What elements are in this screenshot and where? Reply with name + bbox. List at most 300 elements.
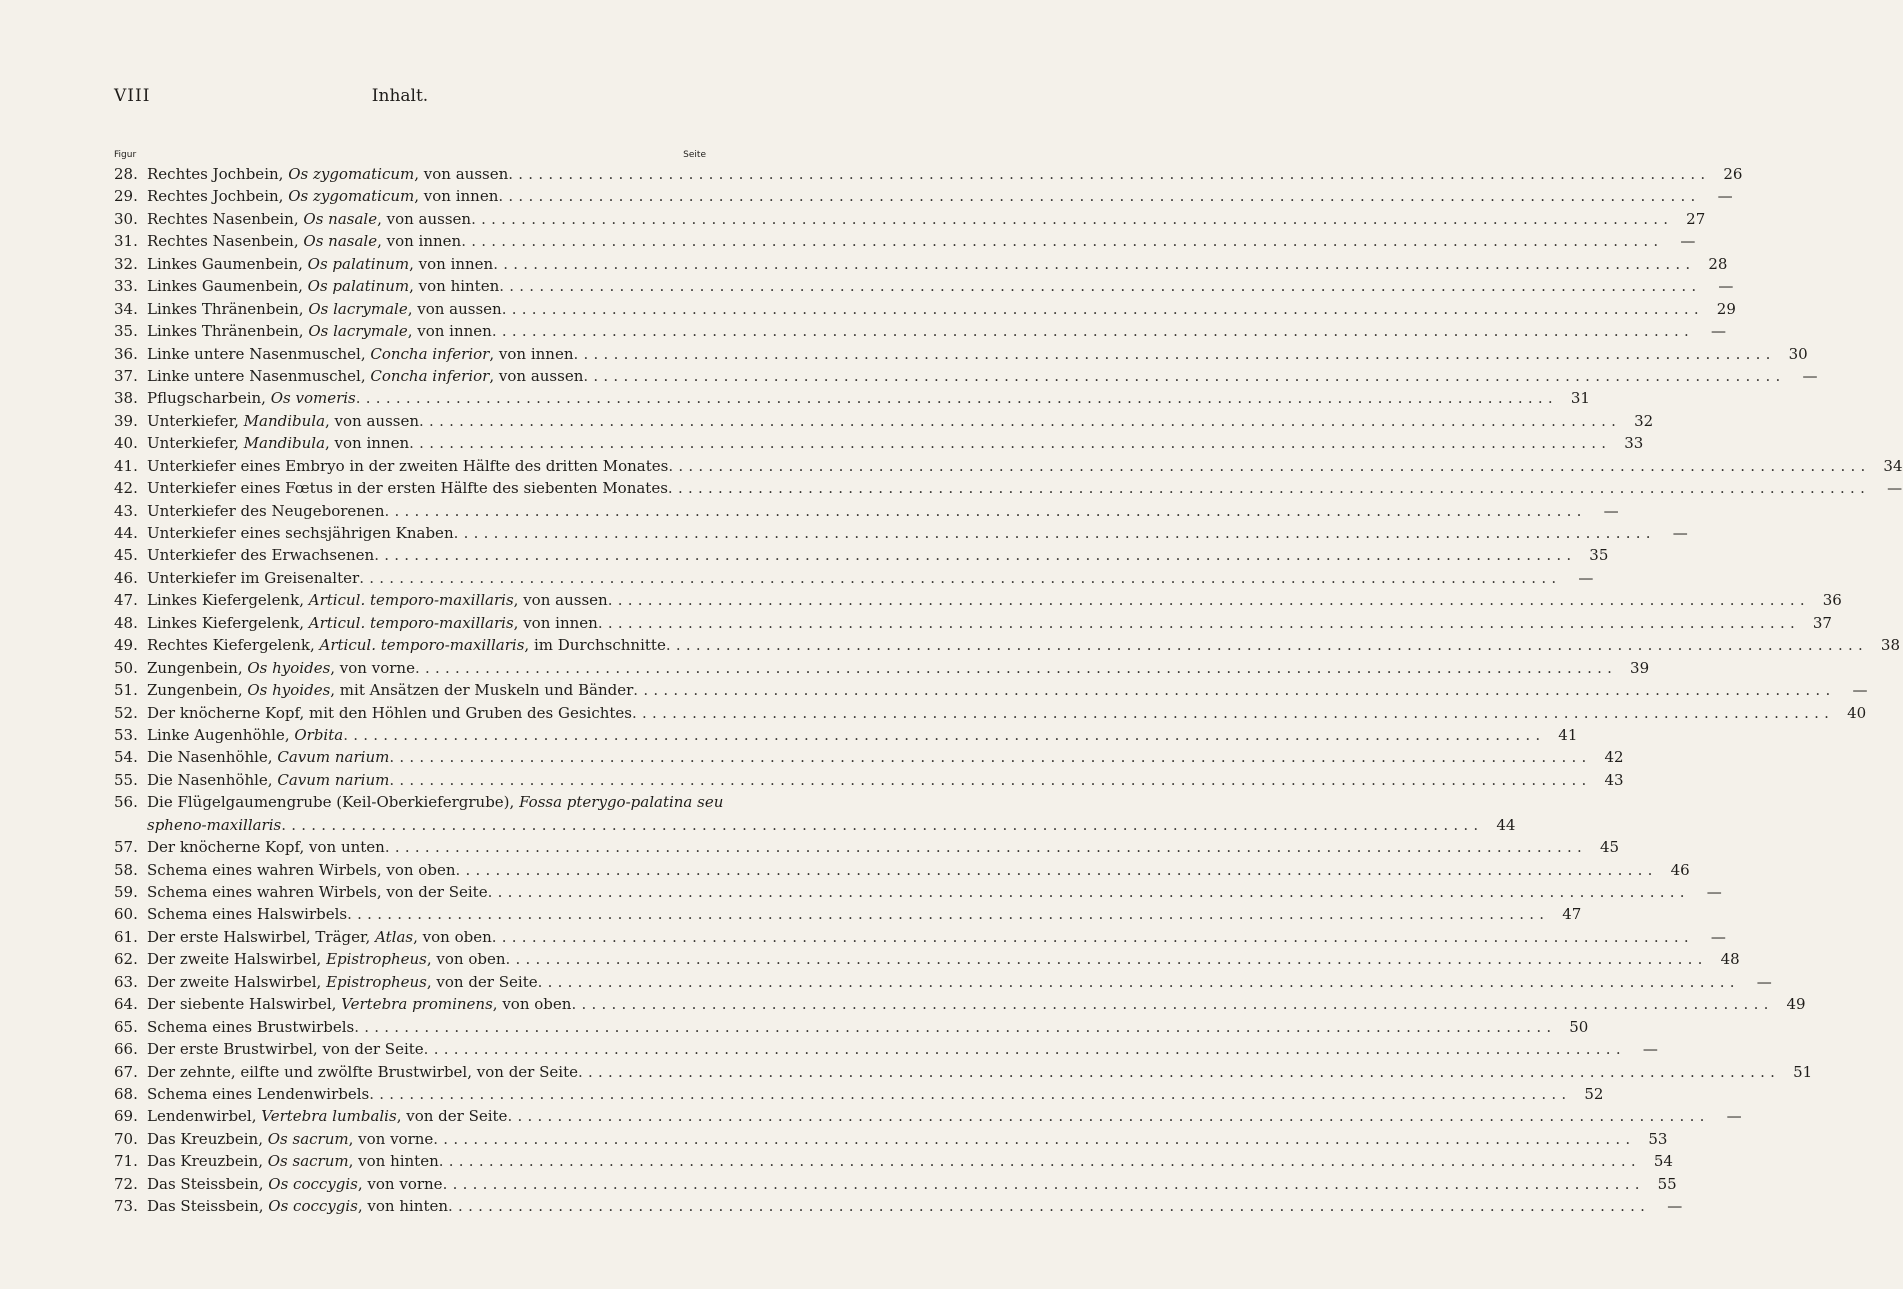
entry-title-text: Linkes Kiefergelenk, xyxy=(147,591,309,610)
page-ref: 47 xyxy=(1562,905,1582,924)
toc-entry xyxy=(114,343,1808,365)
figure-number: 49. xyxy=(114,636,138,655)
toc-entry xyxy=(114,881,1722,903)
entry-title-text: Unterkiefer eines sechsjährigen Knaben xyxy=(147,524,454,542)
dot-leader: ........................................................................................................................ xyxy=(493,254,1696,273)
entry-title xyxy=(147,230,461,252)
entry-title-text: Unterkiefer des Erwachsenen xyxy=(147,546,375,565)
dot-leader: ........................................................................................................................ xyxy=(461,232,1664,251)
toc-entry xyxy=(114,275,1734,297)
toc-entry xyxy=(114,971,1772,993)
entry-latin-name: Os lacrymale xyxy=(308,322,408,341)
entry-title-suffix: , von aussen xyxy=(377,209,472,228)
entry-title xyxy=(147,926,492,948)
entry-title xyxy=(147,1016,354,1038)
page-ref: 39 xyxy=(1630,658,1650,677)
entry-title-suffix: , von hinten xyxy=(409,277,500,296)
toc-entry xyxy=(114,298,1736,320)
dot-leader: ........................................................................................................................ xyxy=(571,995,1774,1014)
figure-number: 63. xyxy=(114,972,138,991)
entry-title xyxy=(147,746,389,768)
entry-title-suffix: , im Durchschnitte xyxy=(524,636,666,655)
toc-entry xyxy=(114,859,1690,881)
entry-title-text: Schema eines Halswirbels xyxy=(147,905,348,924)
toc-entry xyxy=(114,791,1516,836)
entry-title-suffix: , von der Seite xyxy=(426,972,538,991)
page-ref: 41 xyxy=(1558,725,1578,744)
entry-latin-name: Mandibula xyxy=(243,434,326,453)
entry-title xyxy=(147,522,454,544)
entry-title-suffix: , von der Seite xyxy=(396,1107,508,1126)
figure-number: 43. xyxy=(114,501,138,520)
entry-title-text: Schema eines Lendenwirbels xyxy=(147,1084,370,1103)
toc-entry xyxy=(114,387,1590,409)
entry-title xyxy=(147,567,359,589)
entry-title xyxy=(147,387,356,409)
figure-number: 71. xyxy=(114,1152,138,1171)
page-title: Inhalt. xyxy=(371,86,429,106)
page-ref: — xyxy=(1852,681,1868,700)
page-ref: 49 xyxy=(1786,995,1806,1014)
toc-entry xyxy=(114,253,1728,275)
entry-title-suffix: , von innen xyxy=(489,344,574,363)
figure-number: 44. xyxy=(114,524,138,542)
dot-leader: ........................................................................................................................ xyxy=(507,1107,1710,1126)
toc-entry xyxy=(114,634,1900,656)
toc-entry xyxy=(114,1038,1658,1060)
entry-title-text: Die Flügelgaumengrube (Keil-Oberkiefergrube), xyxy=(147,793,520,812)
dot-leader: ........................................................................................................................ xyxy=(384,501,1587,520)
page-ref: 45 xyxy=(1599,838,1620,857)
entry-title xyxy=(147,948,506,970)
entry-title-text: Linkes Thränenbein, xyxy=(147,299,309,318)
figure-number: 60. xyxy=(114,905,138,924)
entry-title xyxy=(147,365,583,387)
entry-title-text: Zungenbein, xyxy=(147,681,248,700)
toc-entry xyxy=(114,657,1650,679)
dot-leader: ........................................................................................................................ xyxy=(343,725,1546,744)
entry-title-text: Das Kreuzbein, xyxy=(147,1152,268,1171)
toc-entry xyxy=(114,522,1688,544)
toc-entry xyxy=(114,1105,1742,1127)
dot-leader: ........................................................................................................................ xyxy=(537,972,1740,991)
entry-title xyxy=(147,275,499,297)
toc-entry xyxy=(114,500,1619,522)
page-ref: 48 xyxy=(1720,950,1740,969)
figure-number: 46. xyxy=(114,568,138,587)
dot-leader: ........................................................................................................................ xyxy=(355,389,1558,408)
entry-title xyxy=(147,702,632,724)
dot-leader: ........................................................................................................................ xyxy=(281,815,1484,834)
page-ref: — xyxy=(1672,524,1688,542)
entry-latin-name: Fossa pterygo-palatina seu xyxy=(519,793,724,812)
page-ref: 34 xyxy=(1883,456,1903,475)
dot-leader: ........................................................................................................................ xyxy=(389,770,1592,789)
dot-leader: ........................................................................................................................ xyxy=(607,591,1810,610)
dot-leader: ........................................................................................................................ xyxy=(597,613,1800,632)
entry-title xyxy=(147,1061,578,1083)
entry-title xyxy=(147,320,492,342)
figure-number: 31. xyxy=(114,232,138,251)
dot-leader: ........................................................................................................................ xyxy=(508,165,1711,183)
entry-title-text: Linkes Thränenbein, xyxy=(147,322,309,341)
figure-number: 68. xyxy=(114,1084,138,1103)
figure-number: 56. xyxy=(114,793,138,812)
dot-leader: ........................................................................................................................ xyxy=(442,1174,1645,1193)
dot-leader: ........................................................................................................................ xyxy=(369,1084,1572,1103)
dot-leader: ........................................................................................................................ xyxy=(347,905,1550,924)
dot-leader: ........................................................................................................................ xyxy=(419,411,1622,430)
figure-number: 38. xyxy=(114,389,138,408)
entry-title-suffix: , von oben xyxy=(426,950,506,969)
entry-title-suffix: , von innen xyxy=(325,434,410,453)
entry-title xyxy=(147,903,347,925)
entry-title xyxy=(147,657,415,679)
entry-title xyxy=(147,769,389,791)
dot-leader: ........................................................................................................................ xyxy=(374,546,1577,565)
entry-title-text: Unterkiefer des Neugeborenen xyxy=(147,501,385,520)
entry-title-text: Linke untere Nasenmuschel, xyxy=(147,344,371,363)
toc-entry xyxy=(114,1128,1668,1150)
entry-latin-name: Epistropheus xyxy=(326,950,427,969)
entry-title-text: Der zehnte, eilfte und zwölfte Brustwirbel, von der Seite xyxy=(147,1062,578,1081)
entry-title-text: Der knöcherne Kopf, mit den Höhlen und Gruben des Gesichtes xyxy=(147,703,633,722)
entry-title-text: Der zweite Halswirbel, xyxy=(147,972,327,991)
dot-leader: ........................................................................................................................ xyxy=(668,456,1871,475)
entry-title xyxy=(147,298,502,320)
entry-title-text: Unterkiefer eines Embryo in der zweiten Hälfte des dritten Monates xyxy=(147,456,669,475)
entry-title-text: Das Steissbein, xyxy=(147,1197,269,1216)
entry-latin-name: Os zygomaticum xyxy=(288,165,415,183)
figure-number: 53. xyxy=(114,725,138,744)
figure-number: 34. xyxy=(114,299,138,318)
entry-title xyxy=(147,993,571,1015)
dot-leader: ........................................................................................................................ xyxy=(384,838,1588,857)
table-of-contents xyxy=(114,163,1903,1218)
toc-entry xyxy=(114,589,1842,611)
page-ref: — xyxy=(1717,187,1733,206)
toc-entry xyxy=(114,163,1743,185)
entry-title xyxy=(147,432,409,454)
entry-title-suffix: , von innen xyxy=(414,187,499,206)
page-ref: — xyxy=(1603,501,1619,520)
entry-title-text: Unterkiefer eines Fœtus in der ersten Hälfte des siebenten Monates xyxy=(147,479,668,498)
entry-latin-name: Mandibula xyxy=(243,411,326,430)
toc-entry xyxy=(114,432,1644,454)
toc-entry xyxy=(114,903,1582,925)
entry-latin-name: Orbita xyxy=(294,725,344,744)
dot-leader: ........................................................................................................................ xyxy=(359,568,1562,587)
entry-latin-name: Articul. temporo-maxillaris xyxy=(308,613,514,632)
entry-title-text: Rechtes Jochbein, xyxy=(147,165,289,183)
figure-number: 73. xyxy=(114,1197,138,1216)
figure-number: 72. xyxy=(114,1174,138,1193)
entry-title xyxy=(147,1038,424,1060)
entry-title-text: Zungenbein, xyxy=(147,658,248,677)
entry-latin-name: Articul. temporo-maxillaris xyxy=(319,636,525,655)
entry-latin-name: Os hyoides xyxy=(247,681,331,700)
figure-number: 58. xyxy=(114,860,138,879)
dot-leader: ........................................................................................................................ xyxy=(433,1129,1636,1148)
entry-title-text: Der siebente Halswirbel, xyxy=(147,995,342,1014)
entry-title-text: Der knöcherne Kopf, von unten xyxy=(147,838,385,857)
dot-leader: ........................................................................................................................ xyxy=(505,950,1708,969)
dot-leader: ........................................................................................................................ xyxy=(455,860,1658,879)
entry-latin-name: Os vomeris xyxy=(270,389,356,408)
entry-latin-name: Cavum narium xyxy=(277,748,390,767)
page-ref: 53 xyxy=(1648,1129,1668,1148)
dot-leader: ........................................................................................................................ xyxy=(471,209,1674,228)
entry-latin-name: Os palatinum xyxy=(307,254,410,273)
entry-title-text: Linke Augenhöhle, xyxy=(147,725,295,744)
toc-entry xyxy=(114,1016,1589,1038)
page-ref: — xyxy=(1711,322,1727,341)
figure-number: 39. xyxy=(114,411,138,430)
entry-title-suffix: , von oben xyxy=(413,927,492,946)
entry-title xyxy=(147,881,488,903)
dot-leader: ........................................................................................................................ xyxy=(453,524,1656,542)
page-ref: — xyxy=(1802,366,1818,385)
figure-number: 36. xyxy=(114,344,138,363)
entry-title-suffix: , von innen xyxy=(513,613,598,632)
column-headings xyxy=(114,150,706,164)
page-ref: 54 xyxy=(1653,1152,1673,1171)
dot-leader: ........................................................................................................................ xyxy=(665,636,1868,655)
entry-title-text: Der erste Halswirbel, Träger, xyxy=(147,927,376,946)
figure-number: 37. xyxy=(114,366,138,385)
entry-latin-name: Os nasale xyxy=(303,209,378,228)
entry-title-text: Linke untere Nasenmuschel, xyxy=(147,366,371,385)
entry-title xyxy=(147,589,608,611)
entry-title-suffix: , von innen xyxy=(407,322,492,341)
dot-leader: ........................................................................................................................ xyxy=(583,366,1786,385)
entry-title-suffix: , von aussen xyxy=(325,411,420,430)
entry-latin-name: Os nasale xyxy=(303,232,378,251)
figure-number: 51. xyxy=(114,681,138,700)
entry-title-text: Rechtes Nasenbein, xyxy=(147,232,304,251)
entry-title-text: Der zweite Halswirbel, xyxy=(147,950,327,969)
toc-entry xyxy=(114,769,1624,791)
dot-leader: ........................................................................................................................ xyxy=(438,1152,1641,1171)
entry-latin-name: Os hyoides xyxy=(247,658,331,677)
page-ref: — xyxy=(1680,232,1696,251)
entry-title-suffix: , von aussen xyxy=(414,165,509,183)
entry-latin-name: Os sacrum xyxy=(267,1129,349,1148)
entry-title xyxy=(147,410,419,432)
toc-entry xyxy=(114,702,1867,724)
entry-title-text: Die Nasenhöhle, xyxy=(147,748,278,767)
entry-latin-name: Articul. temporo-maxillaris xyxy=(308,591,514,610)
figure-number: 62. xyxy=(114,950,138,969)
entry-title xyxy=(147,679,633,701)
entry-latin-name: Atlas xyxy=(375,927,414,946)
figure-column-heading: Figur xyxy=(114,150,137,160)
dot-leader: ........................................................................................................................ xyxy=(491,322,1695,341)
page-ref: — xyxy=(1726,1107,1742,1126)
entry-title xyxy=(147,836,385,858)
entry-latin-name: Vertebra lumbalis xyxy=(261,1107,397,1126)
dot-leader: ........................................................................................................................ xyxy=(499,277,1702,296)
entry-title-text: Schema eines wahren Wirbels, von der Seite xyxy=(147,883,488,902)
entry-title-text: Unterkiefer im Greisenalter xyxy=(147,568,360,587)
entry-title xyxy=(147,455,668,477)
figure-number: 35. xyxy=(114,322,138,341)
page-ref: — xyxy=(1578,568,1594,587)
figure-number: 70. xyxy=(114,1129,138,1148)
page-ref: 51 xyxy=(1793,1062,1813,1081)
toc-entry xyxy=(114,477,1903,499)
entry-title xyxy=(147,1083,369,1105)
dot-leader: ........................................................................................................................ xyxy=(667,479,1871,498)
page-ref: 27 xyxy=(1686,209,1706,228)
page-ref: 38 xyxy=(1880,636,1900,655)
figure-number: 33. xyxy=(114,277,138,296)
page-ref: 44 xyxy=(1496,815,1516,834)
figure-number: 42. xyxy=(114,479,138,498)
entry-title-suffix: , von vorne xyxy=(357,1174,443,1193)
page-ref: 30 xyxy=(1788,344,1808,363)
figure-number: 66. xyxy=(114,1040,138,1059)
entry-latin-name: Os sacrum xyxy=(267,1152,349,1171)
page-ref: 26 xyxy=(1723,165,1743,183)
entry-title-text: Unterkiefer, xyxy=(147,411,244,430)
entry-title xyxy=(147,185,498,207)
dot-leader: ........................................................................................................................ xyxy=(414,658,1618,677)
toc-entry xyxy=(114,455,1903,477)
toc-entry xyxy=(114,1173,1677,1195)
entry-title-text: Schema eines wahren Wirbels, von oben xyxy=(147,860,456,879)
figure-number: 45. xyxy=(114,546,138,565)
page-ref: 55 xyxy=(1657,1174,1677,1193)
figure-number: 65. xyxy=(114,1017,138,1036)
entry-title-text: Schema eines Brustwirbels xyxy=(147,1017,355,1036)
figure-number: 47. xyxy=(114,591,138,610)
toc-entry xyxy=(114,1195,1683,1217)
entry-title-text: Die Nasenhöhle, xyxy=(147,770,278,789)
page-ref: 36 xyxy=(1822,591,1842,610)
page-ref: 28 xyxy=(1708,254,1728,273)
entry-latin-name: Cavum narium xyxy=(277,770,390,789)
page-ref: 43 xyxy=(1604,770,1624,789)
entry-title-suffix: , von hinten xyxy=(357,1197,449,1216)
page-ref: — xyxy=(1710,927,1726,946)
page-ref: 37 xyxy=(1812,613,1832,632)
toc-entry xyxy=(114,410,1654,432)
figure-number: 50. xyxy=(114,658,138,677)
entry-latin-name: Concha inferior xyxy=(370,344,490,363)
toc-entry xyxy=(114,612,1832,634)
page-header xyxy=(0,86,800,110)
page-ref: 33 xyxy=(1624,434,1644,453)
page-ref: 40 xyxy=(1847,703,1867,722)
toc-entry xyxy=(114,1061,1813,1083)
entry-title xyxy=(147,1105,507,1127)
entry-title xyxy=(147,634,666,656)
figure-number: 29. xyxy=(114,187,138,206)
figure-number: 55. xyxy=(114,770,138,789)
figure-number: 32. xyxy=(114,254,138,273)
entry-title-text: Rechtes Jochbein, xyxy=(147,187,289,206)
toc-entry xyxy=(114,679,1868,701)
entry-title-suffix: , von oben xyxy=(492,995,572,1014)
entry-latin-name: Os zygomaticum xyxy=(288,187,415,206)
entry-title-suffix: , von aussen xyxy=(513,591,608,610)
toc-entry xyxy=(114,185,1733,207)
page-column-heading: Seite xyxy=(683,150,706,160)
figure-number: 41. xyxy=(114,456,138,475)
dot-leader: ........................................................................................................................ xyxy=(573,344,1776,363)
toc-entry xyxy=(114,746,1624,768)
entry-title xyxy=(147,1150,439,1172)
entry-title-suffix: , von aussen xyxy=(489,366,584,385)
figure-number: 57. xyxy=(114,838,138,857)
entry-latin-name: Os palatinum xyxy=(307,277,410,296)
entry-title-text: Linkes Gaumenbein, xyxy=(147,277,308,296)
entry-title-text: Linkes Gaumenbein, xyxy=(147,254,308,273)
dot-leader: ........................................................................................................................ xyxy=(423,1040,1626,1059)
figure-number: 30. xyxy=(114,209,138,228)
entry-latin-name: Concha inferior xyxy=(370,366,490,385)
figure-number: 52. xyxy=(114,703,138,722)
dot-leader: ........................................................................................................................ xyxy=(501,299,1704,318)
toc-entry xyxy=(114,948,1740,970)
dot-leader: ........................................................................................................................ xyxy=(389,748,1592,767)
entry-title-text: Der erste Brustwirbel, von der Seite xyxy=(147,1040,424,1059)
dot-leader: ........................................................................................................................ xyxy=(409,434,1612,453)
page-ref: 52 xyxy=(1584,1084,1604,1103)
entry-title xyxy=(147,859,455,881)
page-ref: 31 xyxy=(1570,389,1590,408)
dot-leader: ........................................................................................................................ xyxy=(633,681,1836,700)
toc-entry xyxy=(114,208,1706,230)
entry-title xyxy=(147,791,723,813)
figure-number: 48. xyxy=(114,613,138,632)
figure-number: 28. xyxy=(114,165,138,183)
toc-entry xyxy=(114,365,1818,387)
entry-latin-name: Os coccygis xyxy=(268,1174,358,1193)
dot-leader: ........................................................................................................................ xyxy=(487,883,1690,902)
entry-title xyxy=(147,1128,433,1150)
toc-entry xyxy=(114,1083,1604,1105)
page-ref: 29 xyxy=(1716,299,1736,318)
entry-title-suffix: , von innen xyxy=(377,232,462,251)
dot-leader: ........................................................................................................................ xyxy=(498,187,1701,206)
entry-latin-name: Os lacrymale xyxy=(308,299,408,318)
page-ref: — xyxy=(1718,277,1734,296)
figure-number: 64. xyxy=(114,995,138,1014)
entry-title-text: Das Steissbein, xyxy=(147,1174,269,1193)
entry-title-text: Linkes Kiefergelenk, xyxy=(147,613,309,632)
entry-title-suffix: , von hinten xyxy=(348,1152,439,1171)
entry-title-text: Pflugscharbein, xyxy=(147,389,271,408)
entry-title xyxy=(147,477,668,499)
entry-title-text: Unterkiefer, xyxy=(147,434,244,453)
entry-title xyxy=(147,500,384,522)
figure-number: 59. xyxy=(114,883,138,902)
entry-title xyxy=(147,1173,443,1195)
entry-title-text: Das Kreuzbein, xyxy=(147,1129,268,1148)
entry-title xyxy=(147,208,471,230)
entry-title xyxy=(147,253,493,275)
toc-entry xyxy=(114,993,1806,1015)
toc-entry xyxy=(114,926,1726,948)
page-ref: 32 xyxy=(1634,411,1654,430)
page-ref: 50 xyxy=(1569,1017,1589,1036)
page-ref: 35 xyxy=(1589,546,1609,565)
entry-title-text: Rechtes Kiefergelenk, xyxy=(147,636,320,655)
page-ref: 46 xyxy=(1670,860,1690,879)
figure-number: 67. xyxy=(114,1062,138,1081)
